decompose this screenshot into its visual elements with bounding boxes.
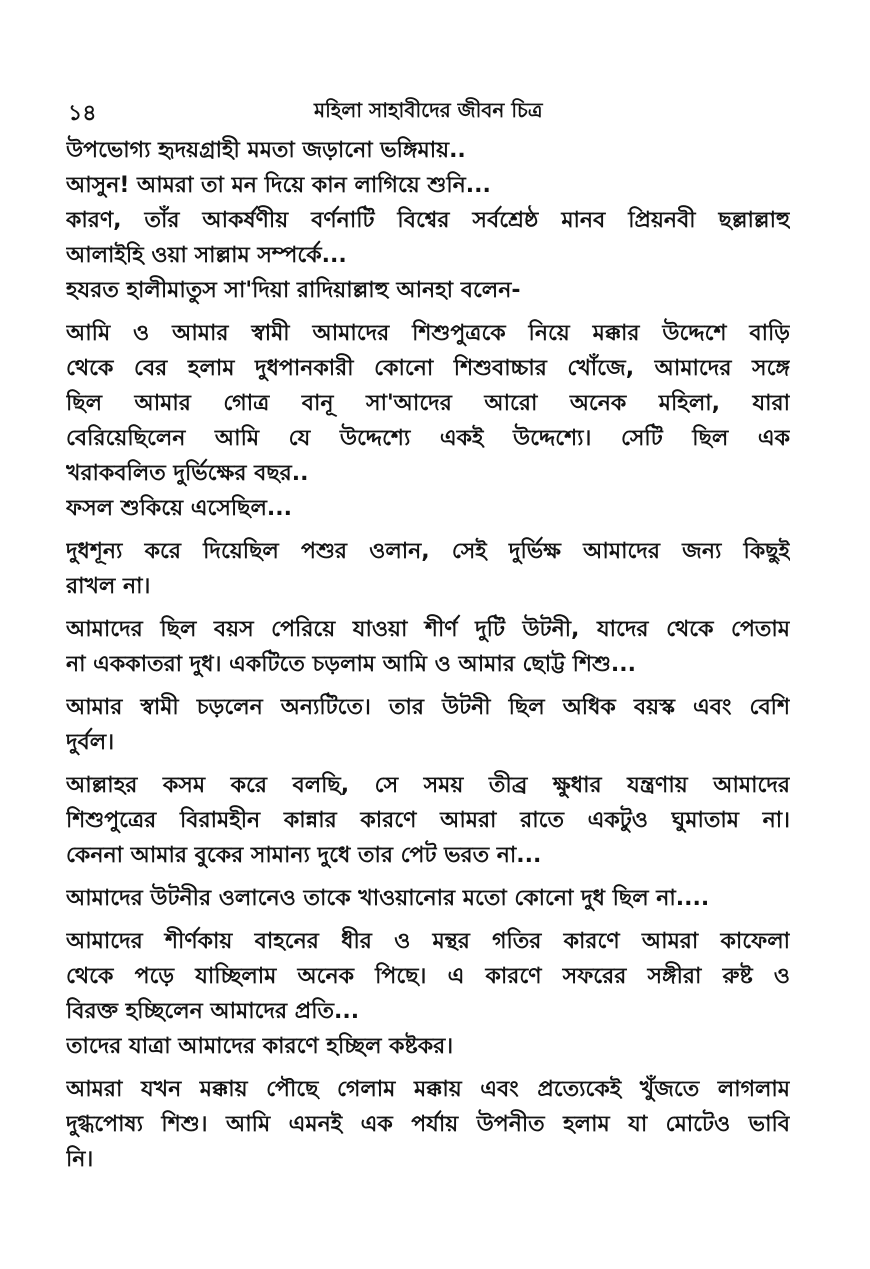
paragraph (66, 881, 790, 916)
text-line: দুর্বল। (66, 730, 115, 755)
text-line: বেরিয়েছিলেন আমি যে উদ্দেশ্যে একই উদ্দেশ্যে। সেটি ছিল এক (66, 426, 790, 451)
text-line: হযরত হালীমাতুস সা'দিয়া রাদিয়াল্লাহু আনহা বলেন- (66, 278, 521, 303)
text-line: নি। (66, 1147, 94, 1172)
text-line: আমরা যখন মক্কায় পৌছে গেলাম মক্কায় এবং প্রত্যেকেই খুঁজতে লাগলাম (66, 1077, 790, 1102)
paragraph (66, 768, 790, 873)
text-line: উপভোগ্য হৃদয়গ্রাহী মমতা জড়ানো ভঙ্গিমায়.. (66, 138, 466, 163)
text-line: আমার স্বামী চড়লেন অন্যটিতে। তার উটনী ছিল অধিক বয়স্ক এবং বেশি (66, 695, 790, 720)
text-line: আমাদের ছিল বয়স পেরিয়ে যাওয়া শীর্ণ দুটি উটনী, যাদের থেকে পেতাম (66, 617, 790, 642)
text-line: আসুন! আমরা তা মন দিয়ে কান লাগিয়ে শুনি... (66, 173, 491, 198)
text-line: কেননা আমার বুকের সামান্য দুধে তার পেট ভরত না... (66, 843, 542, 868)
paragraph (66, 924, 790, 1064)
text-line: আমি ও আমার স্বামী আমাদের শিশুপুত্রকে নিয়ে মক্কার উদ্দেশে বাড়ি (66, 321, 790, 346)
text-line: তাদের যাত্রা আমাদের কারণে হচ্ছিল কষ্টকর। (66, 1034, 454, 1059)
text-line: দুগ্ধপোষ্য শিশু। আমি এমনই এক পর্যায় উপনীত হলাম যা মোটেও ভাবি (66, 1112, 790, 1137)
paragraph (66, 316, 790, 526)
paragraph (66, 612, 790, 682)
text-line: থেকে বের হলাম দুধপানকারী কোনো শিশুবাচ্চার খোঁজে, আমাদের সঙ্গে (66, 356, 790, 381)
paragraph (66, 690, 790, 760)
page-header (68, 96, 788, 126)
text-line: খরাকবলিত দুর্ভিক্ষের বছর.. (66, 461, 309, 486)
paragraph (66, 1072, 790, 1177)
text-line: বিরক্ত হচ্ছিলেন আমাদের প্রতি... (66, 999, 360, 1024)
paragraph (66, 133, 790, 308)
text-line: রাখল না। (66, 574, 151, 599)
text-line: আল্লাহর কসম করে বলছি, সে সময় তীব্র ক্ষুধার যন্ত্রণায় আমাদের (66, 773, 790, 798)
text-line: শিশুপুত্রের বিরামহীন কান্নার কারণে আমরা রাতে একটুও ঘুমাতাম না। (66, 808, 790, 833)
paragraph (66, 534, 790, 604)
text-line: আলাইহি ওয়া সাল্লাম সম্পর্কে... (66, 243, 347, 268)
text-line: ছিল আমার গোত্র বানূ সা'আদের আরো অনেক মহিলা, যারা (66, 391, 790, 416)
text-line: আমাদের শীর্ণকায় বাহনের ধীর ও মন্থর গতির কারণে আমরা কাফেলা (66, 929, 790, 954)
text-line: দুধশূন্য করে দিয়েছিল পশুর ওলান, সেই দুর্ভিক্ষ আমাদের জন্য কিছুই (66, 539, 790, 564)
body-text (66, 133, 790, 1177)
text-line: না এককাতরা দুধ। একটিতে চড়লাম আমি ও আমার ছোট্ট শিশু... (66, 652, 636, 677)
text-line: আমাদের উটনীর ওলানেও তাকে খাওয়ানোর মতো কোনো দুধ ছিল না.... (66, 886, 710, 911)
running-title: মহিলা সাহাবীদের জীবন চিত্র (314, 98, 543, 122)
text-line: থেকে পড়ে যাচ্ছিলাম অনেক পিছে। এ কারণে সফরের সঙ্গীরা রুষ্ট ও (66, 964, 790, 989)
text-line: ফসল শুকিয়ে এসেছিল... (66, 496, 292, 521)
text-line: কারণ, তাঁর আকর্ষণীয় বর্ণনাটি বিশ্বের সর্বশ্রেষ্ঠ মানব প্রিয়নবী ছল্লাল্লাহু (66, 208, 790, 233)
page-number: ১৪ (68, 101, 97, 126)
